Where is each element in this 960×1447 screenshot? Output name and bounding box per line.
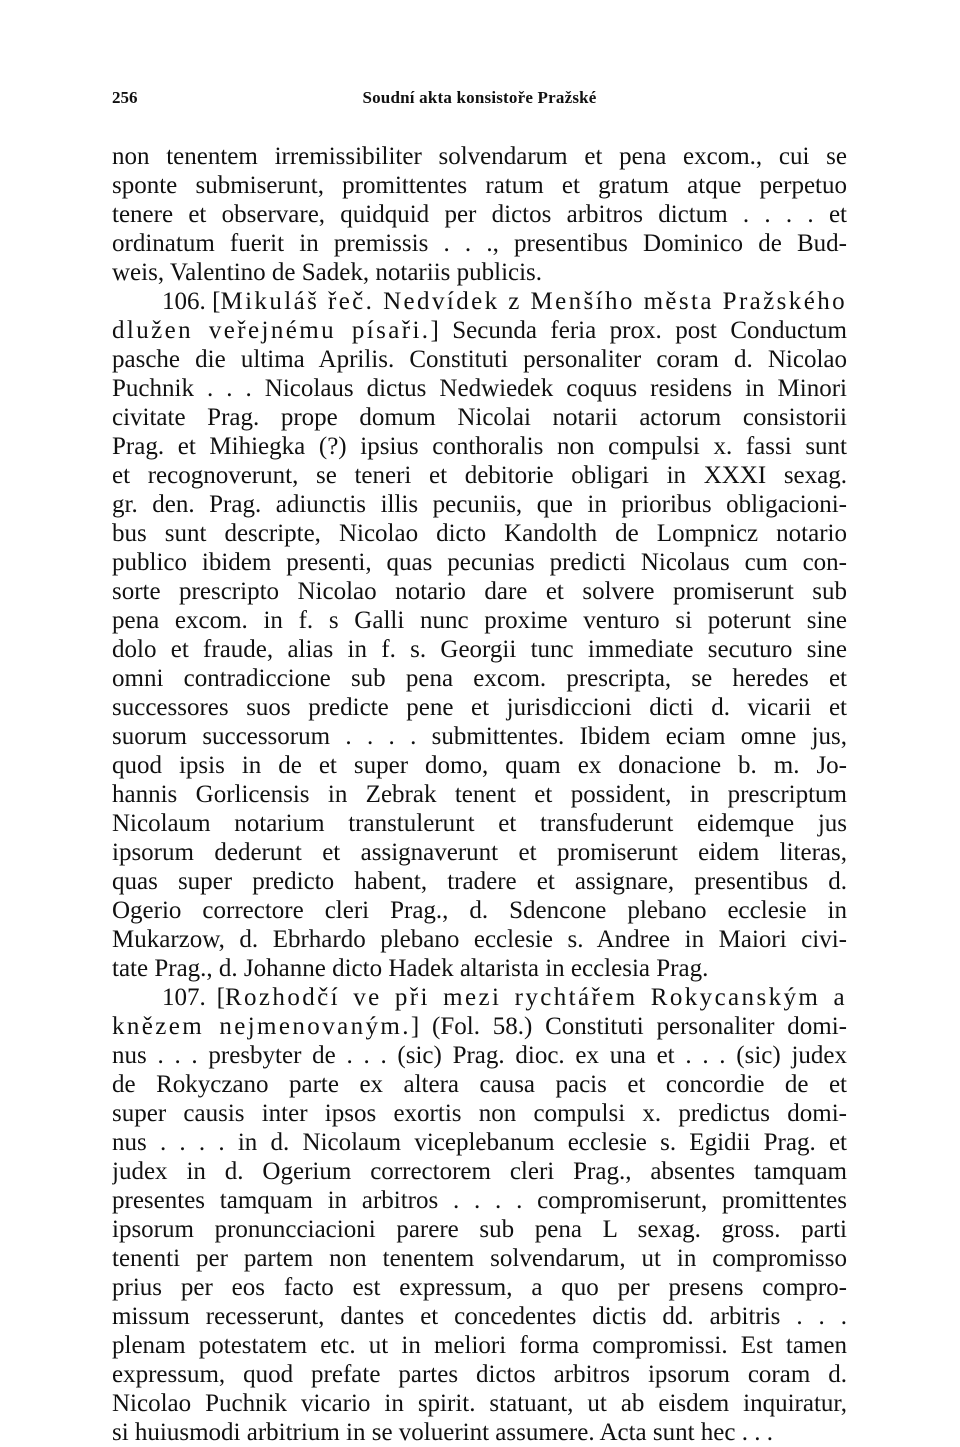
text-line (112, 867, 847, 896)
text-line (112, 1273, 847, 1302)
line-text: si huiusmodi arbitrium in se voluerint assumere. Acta sunt hec . . . (112, 1419, 773, 1446)
text-line (112, 722, 847, 751)
text-line (112, 142, 847, 171)
text-line (112, 229, 847, 258)
text-line (112, 548, 847, 577)
line-text: nus . . . . in d. Nicolaum viceplebanum ecclesie s. Egidii Prag. et (112, 1129, 847, 1156)
line-text: gr. den. Prag. adiunctis illis pecuniis, que in prioribus obligacioni- (112, 491, 847, 518)
line-text: non tenentem irremissibiliter solvendarum et pena excom., cui se (112, 143, 847, 170)
line-text: publico ibidem presenti, quas pecunias predicti Nicolaus cum con- (112, 549, 847, 576)
text-line (112, 1215, 847, 1244)
line-text: ] (Fol. 58.) Constituti personaliter domi- (410, 1013, 847, 1040)
text-line (112, 577, 847, 606)
text-line (112, 1041, 847, 1070)
text-line (112, 200, 847, 229)
line-text: expressum, quod prefate partes dictos arbitros ipsorum coram d. (112, 1361, 847, 1388)
line-text: hannis Gorlicensis in Zebrak tenent et possident, in prescriptum (112, 781, 847, 808)
line-text: missum recesserunt, dantes et concedentes dictis dd. arbitris . . . (112, 1303, 847, 1330)
text-line (112, 1128, 847, 1157)
text-line (112, 664, 847, 693)
line-text: presentes tamquam in arbitros . . . . compromiserunt, promittentes (112, 1187, 847, 1214)
running-head (112, 88, 847, 112)
text-line (112, 954, 847, 983)
line-text: sorte prescripto Nicolao notario dare et solvere promiserunt sub (112, 578, 847, 605)
line-text: dolo et fraude, alias in f. s. Georgii tunc immediate secuturo sine (112, 636, 847, 663)
entry-czech-heading: knězem nejmenovaným. (112, 1013, 411, 1040)
text-line (112, 751, 847, 780)
text-line (112, 780, 847, 809)
line-text: Ogerio correctore cleri Prag., d. Sdencone plebano ecclesie in (112, 897, 847, 924)
text-line (112, 258, 847, 287)
line-text: Prag. et Mihiegka (?) ipsius conthoralis non compulsi x. fassi sunt (112, 433, 847, 460)
entry-czech-heading: dlužen veřejnému písaři. (112, 317, 431, 344)
line-text: Nicolaum notarium transtulerunt et transfuderunt eidemque jus (112, 810, 847, 837)
line-text: sponte submiserunt, promittentes ratum et gratum atque perpetuo (112, 172, 847, 199)
text-line (112, 1302, 847, 1331)
text-line (112, 606, 847, 635)
line-text: successores suos predicte pene et jurisdiccioni dicti d. vicarii et (112, 694, 847, 721)
entry-heading-line (112, 316, 847, 345)
line-text: quod ipsis in de et super domo, quam ex donacione b. m. Jo- (112, 752, 847, 779)
line-text: ipsorum dederunt et assignaverunt et promiserunt eidem literas, (112, 839, 847, 866)
running-title: Soudní akta konsistoře Pražské (362, 88, 597, 107)
text-line (112, 693, 847, 722)
line-text: super causis inter ipsos exortis non compulsi x. predictus domi- (112, 1100, 847, 1127)
line-text: omni contradiccione sub pena excom. prescripta, se heredes et (112, 665, 847, 692)
line-text: quas super predicto habent, tradere et assignare, presentibus d. (112, 868, 847, 895)
entry-czech-heading: Rozhodčí ve při mezi rychtářem Rokycanským a (224, 984, 847, 1011)
text-line (112, 1244, 847, 1273)
entry-heading-line (112, 1012, 847, 1041)
page-number: 256 (112, 88, 138, 107)
text-line (112, 461, 847, 490)
text-line (112, 838, 847, 867)
text-line (112, 896, 847, 925)
text-line (112, 1157, 847, 1186)
text-line (112, 1186, 847, 1215)
text-line (112, 171, 847, 200)
entry-number: 107. [ (162, 984, 225, 1011)
entry-heading-line (112, 983, 847, 1012)
line-text: Nicolao Puchnik vicario in spirit. statuant, ut ab eisdem inquiratur, (112, 1390, 847, 1417)
text-line (112, 1360, 847, 1389)
text-line (112, 1331, 847, 1360)
line-text: Puchnik . . . Nicolaus dictus Nedwiedek coquus residens in Minori (112, 375, 847, 402)
line-text: ] Secunda feria prox. post Conductum (430, 317, 847, 344)
line-text: suorum successorum . . . . submittentes. Ibidem eciam omne jus, (112, 723, 847, 750)
line-text: ordinatum fuerit in premissis . . ., presentibus Dominico de Bud- (112, 230, 847, 257)
line-text: ipsorum pronuncciacioni parere sub pena L sexag. gross. parti (112, 1216, 847, 1243)
line-text: tate Prag., d. Johanne dicto Hadek altarista in ecclesia Prag. (112, 955, 709, 982)
text-line (112, 1099, 847, 1128)
line-text: tenenti per partem non tenentem solvendarum, ut in compromisso (112, 1245, 847, 1272)
line-text: Mukarzow, d. Ebrhardo plebano ecclesie s. Andree in Maiori civi- (112, 926, 847, 953)
text-line (112, 925, 847, 954)
line-text: et recognoverunt, se teneri et debitorie obligari in XXXI sexag. (112, 462, 847, 489)
line-text: civitate Prag. prope domum Nicolai notarii actorum consistorii (112, 404, 847, 431)
text-line (112, 635, 847, 664)
line-text: prius per eos facto est expressum, a quo per presens compro- (112, 1274, 847, 1301)
text-line (112, 345, 847, 374)
line-text: de Rokyczano parte ex altera causa pacis et concordie de et (112, 1071, 847, 1098)
line-text: weis, Valentino de Sadek, notariis publicis. (112, 259, 543, 286)
line-text: judex in d. Ogerium correctorem cleri Prag., absentes tamquam (112, 1158, 847, 1185)
text-line (112, 432, 847, 461)
text-line (112, 1070, 847, 1099)
line-text: plenam potestatem etc. ut in meliori forma compromissi. Est tamen (112, 1332, 847, 1359)
line-text: pena excom. in f. s Galli nunc proxime venturo si poterunt sine (112, 607, 847, 634)
text-line (112, 1418, 847, 1447)
text-line (112, 519, 847, 548)
line-text: tenere et observare, quidquid per dictos arbitros dictum . . . . et (112, 201, 847, 228)
entry-number: 106. [ (162, 288, 221, 315)
entry-czech-heading: Mikuláš řeč. Nedvídek z Menšího města Pražského (220, 288, 847, 315)
body-text (112, 142, 847, 1447)
text-line (112, 374, 847, 403)
entry-heading-line (112, 287, 847, 316)
text-line (112, 403, 847, 432)
text-line (112, 490, 847, 519)
text-line (112, 1389, 847, 1418)
line-text: pasche die ultima Aprilis. Constituti personaliter coram d. Nicolao (112, 346, 847, 373)
line-text: nus . . . presbyter de . . . (sic) Prag. dioc. ex una et . . . (sic) judex (112, 1042, 847, 1069)
line-text: bus sunt descripte, Nicolao dicto Kandolth de Lompnicz notario (112, 520, 847, 547)
text-line (112, 809, 847, 838)
